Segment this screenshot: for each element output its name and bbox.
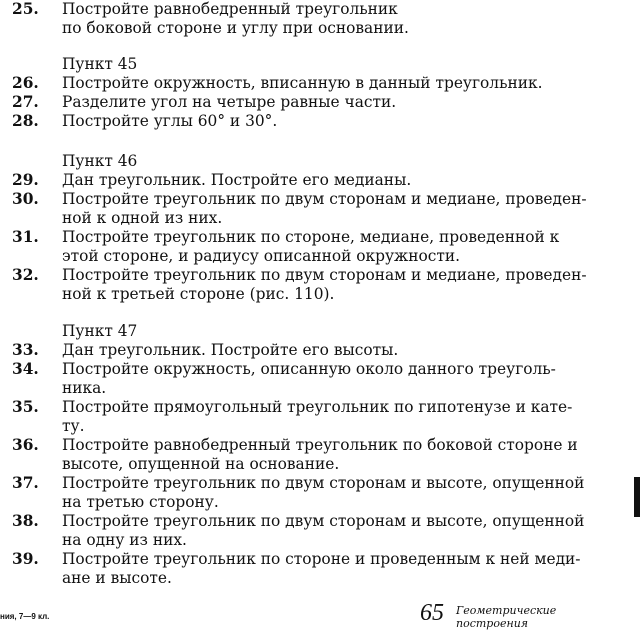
problem-item <box>12 74 636 93</box>
problem-text: Постройте треугольник по двум сторонам и высоте, опущенной <box>62 512 585 530</box>
problem-text-continued: на третью сторону. <box>62 493 219 511</box>
problem-text-continued: ане и высоте. <box>62 569 172 587</box>
problem-number: 37. <box>12 474 39 492</box>
problem-item <box>12 266 636 285</box>
problem-text: Постройте углы 60° и 30°. <box>62 112 278 130</box>
problem-text-continued: ной к одной из них. <box>62 209 223 227</box>
problem-number: 30. <box>12 190 39 208</box>
problem-number: 35. <box>12 398 39 416</box>
problem-item <box>12 112 636 131</box>
problem-number: 28. <box>12 112 39 130</box>
problem-item <box>12 436 636 455</box>
footer-section-line: построения <box>456 617 529 630</box>
section-45 <box>12 55 636 131</box>
problem-text: Постройте треугольник по двум сторонам и медиане, проведен- <box>62 266 587 284</box>
problem-text: Постройте равнобедренный треугольник <box>62 0 398 18</box>
problem-block-top <box>12 0 636 38</box>
footer-book-title: ния, 7—9 кл. <box>0 612 50 621</box>
problem-text: Постройте окружность, вписанную в данный треугольник. <box>62 74 543 92</box>
page-edge-shadow <box>634 477 640 517</box>
problem-item <box>12 512 636 531</box>
problem-item <box>12 341 636 360</box>
problem-text: Постройте равнобедренный треугольник по боковой стороне и <box>62 436 578 454</box>
footer-section-line: Геометрические <box>456 604 557 617</box>
problem-number: 31. <box>12 228 39 246</box>
footer-section-title <box>456 604 556 630</box>
problem-text-continued: ту. <box>62 417 85 435</box>
problem-item <box>12 474 636 493</box>
problem-number: 36. <box>12 436 39 454</box>
problem-item <box>12 228 636 247</box>
page-number: 65 <box>420 600 444 626</box>
section-47 <box>12 322 636 588</box>
problem-text: Постройте треугольник по стороне и проведенным к ней меди- <box>62 550 581 568</box>
section-heading: Пункт 47 <box>62 322 138 340</box>
problem-item <box>12 360 636 379</box>
problem-text: Дан треугольник. Постройте его высоты. <box>62 341 399 359</box>
problem-text-continued: ной к третьей стороне (рис. 110). <box>62 285 335 303</box>
problem-number: 26. <box>12 74 39 92</box>
problem-item <box>12 171 636 190</box>
problem-number: 33. <box>12 341 39 359</box>
problem-number: 29. <box>12 171 39 189</box>
problem-number: 34. <box>12 360 39 378</box>
problem-text: Постройте окружность, описанную около данного треуголь- <box>62 360 556 378</box>
problem-text-continued: ника. <box>62 379 107 397</box>
problem-item <box>12 93 636 112</box>
problem-number: 27. <box>12 93 39 111</box>
problem-text: Разделите угол на четыре равные части. <box>62 93 397 111</box>
problem-item <box>12 550 636 569</box>
section-heading: Пункт 45 <box>62 55 138 73</box>
section-heading: Пункт 46 <box>62 152 138 170</box>
problem-item <box>12 190 636 209</box>
problem-number: 25. <box>12 0 39 18</box>
problem-text: Дан треугольник. Постройте его медианы. <box>62 171 412 189</box>
problem-text: Постройте треугольник по двум сторонам и медиане, проведен- <box>62 190 587 208</box>
problem-text-continued: по боковой стороне и углу при основании. <box>62 19 409 37</box>
problem-text: Постройте треугольник по стороне, медиане, проведенной к <box>62 228 560 246</box>
problem-number: 39. <box>12 550 39 568</box>
problem-text: Постройте прямоугольный треугольник по гипотенузе и кате- <box>62 398 573 416</box>
problem-text-continued: на одну из них. <box>62 531 187 549</box>
problem-text-continued: высоте, опущенной на основание. <box>62 455 340 473</box>
problem-text: Постройте треугольник по двум сторонам и высоте, опущенной <box>62 474 585 492</box>
problem-item <box>12 398 636 417</box>
problem-item <box>12 0 636 19</box>
problem-number: 32. <box>12 266 39 284</box>
problem-text-continued: этой стороне, и радиусу описанной окружности. <box>62 247 461 265</box>
section-46 <box>12 152 636 304</box>
problem-number: 38. <box>12 512 39 530</box>
